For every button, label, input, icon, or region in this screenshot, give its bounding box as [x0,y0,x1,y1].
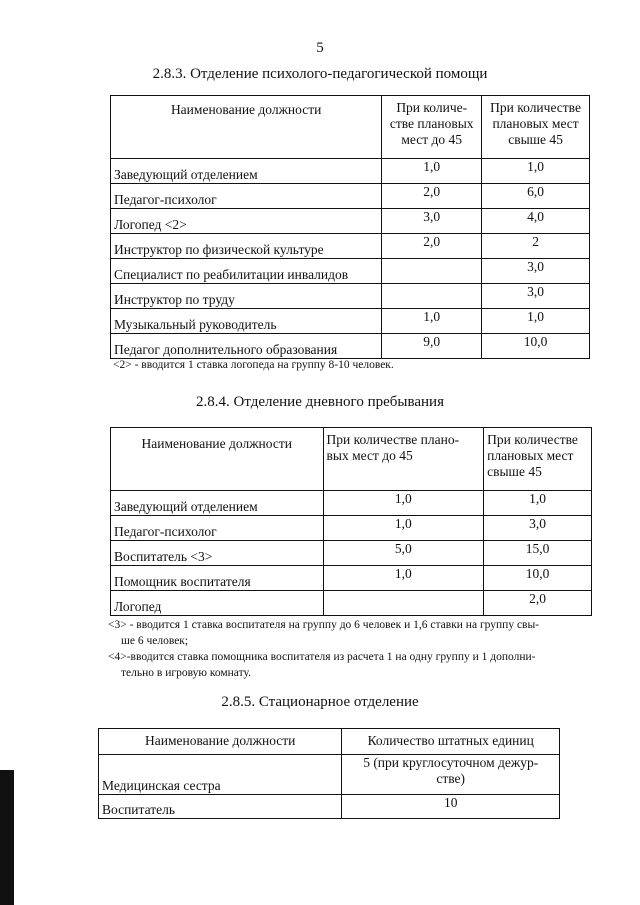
header-position: Наименование должности [111,96,382,159]
header-over-45: При количестве плановых мест свыше 45 [482,96,590,159]
position-cell: Медицинская сестра [99,755,342,795]
value-cell: 3,0 [482,259,590,284]
header-up-to-45: При количестве плано- вых мест до 45 [323,428,484,491]
value-cell: 5 (при круглосуточном дежур- стве) [342,755,560,795]
section-title-psych: 2.8.3. Отделение психолого-педагогической помощи [152,66,488,82]
table-row [111,259,590,284]
value-cell: 3,0 [382,209,482,234]
footnote-3-line1: <3> - вводится 1 ставка воспитателя на группу до 6 человек и 1,6 ставки на группу свы- [108,619,540,631]
value-cell [382,284,482,309]
table-row [111,184,590,209]
value-cell [382,259,482,284]
value-cell: 2,0 [382,234,482,259]
position-cell: Педагог-психолог [111,516,324,541]
value-cell: 2 [482,234,590,259]
position-cell: Инструктор по труду [111,284,382,309]
header-up-to-45: При количе- стве плановых мест до 45 [382,96,482,159]
position-cell: Заведующий отделением [111,491,324,516]
table-row [111,334,590,359]
value-cell: 1,0 [382,159,482,184]
position-cell: Заведующий отделением [111,159,382,184]
position-cell: Логопед [111,591,324,616]
value-cell: 9,0 [382,334,482,359]
value-cell: 1,0 [482,159,590,184]
table-row [111,209,590,234]
value-cell [323,591,484,616]
footnote-4-line2: тельно в игровую комнату. [121,667,251,679]
header-over-45: При количестве плановых мест свыше 45 [484,428,592,491]
table-row [111,541,592,566]
value-cell: 1,0 [323,566,484,591]
value-cell: 1,0 [323,491,484,516]
value-cell: 5,0 [323,541,484,566]
header-staff-units: Количество штатных единиц [342,729,560,755]
position-cell: Педагог дополнительного образования [111,334,382,359]
position-cell: Воспитатель <3> [111,541,324,566]
value-cell: 10,0 [484,566,592,591]
value-cell: 1,0 [382,309,482,334]
value-cell: 15,0 [484,541,592,566]
position-cell: Музыкальный руководитель [111,309,382,334]
table-row [111,159,590,184]
value-cell: 2,0 [484,591,592,616]
value-cell: 3,0 [482,284,590,309]
value-cell: 6,0 [482,184,590,209]
position-cell: Помощник воспитателя [111,566,324,591]
footnote-2: <2> - вводится 1 ставка логопеда на группу 8-10 человек. [113,359,394,371]
table-row [111,309,590,334]
table-row [111,234,590,259]
table-row [111,491,592,516]
value-cell: 1,0 [482,309,590,334]
position-cell: Воспитатель [99,795,342,819]
table-stationary [98,728,560,819]
footnote-4-line1: <4>-вводится ставка помощника воспитателя из расчета 1 на одну группу и 1 дополни- [108,651,536,663]
table-row [99,795,560,819]
value-cell: 1,0 [323,516,484,541]
table-day-stay [110,427,592,616]
table-row [111,516,592,541]
value-cell: 10,0 [482,334,590,359]
scan-edge-mark [0,770,14,905]
section-title-stationary: 2.8.5. Стационарное отделение [221,694,419,710]
position-cell: Инструктор по физической культуре [111,234,382,259]
section-title-day-stay: 2.8.4. Отделение дневного пребывания [196,394,444,410]
table-psych-ped-help [110,95,590,359]
table-row [111,284,590,309]
value-cell: 4,0 [482,209,590,234]
value-cell: 2,0 [382,184,482,209]
value-cell: 3,0 [484,516,592,541]
value-cell: 10 [342,795,560,819]
header-position: Наименование должности [99,729,342,755]
header-position: Наименование должности [111,428,324,491]
position-cell: Педагог-психолог [111,184,382,209]
table-row [111,591,592,616]
value-cell: 1,0 [484,491,592,516]
table-row [111,566,592,591]
position-cell: Специалист по реабилитации инвалидов [111,259,382,284]
footnote-3-line2: ше 6 человек; [121,635,189,647]
position-cell: Логопед <2> [111,209,382,234]
table-row [99,755,560,795]
page-number: 5 [316,40,324,56]
